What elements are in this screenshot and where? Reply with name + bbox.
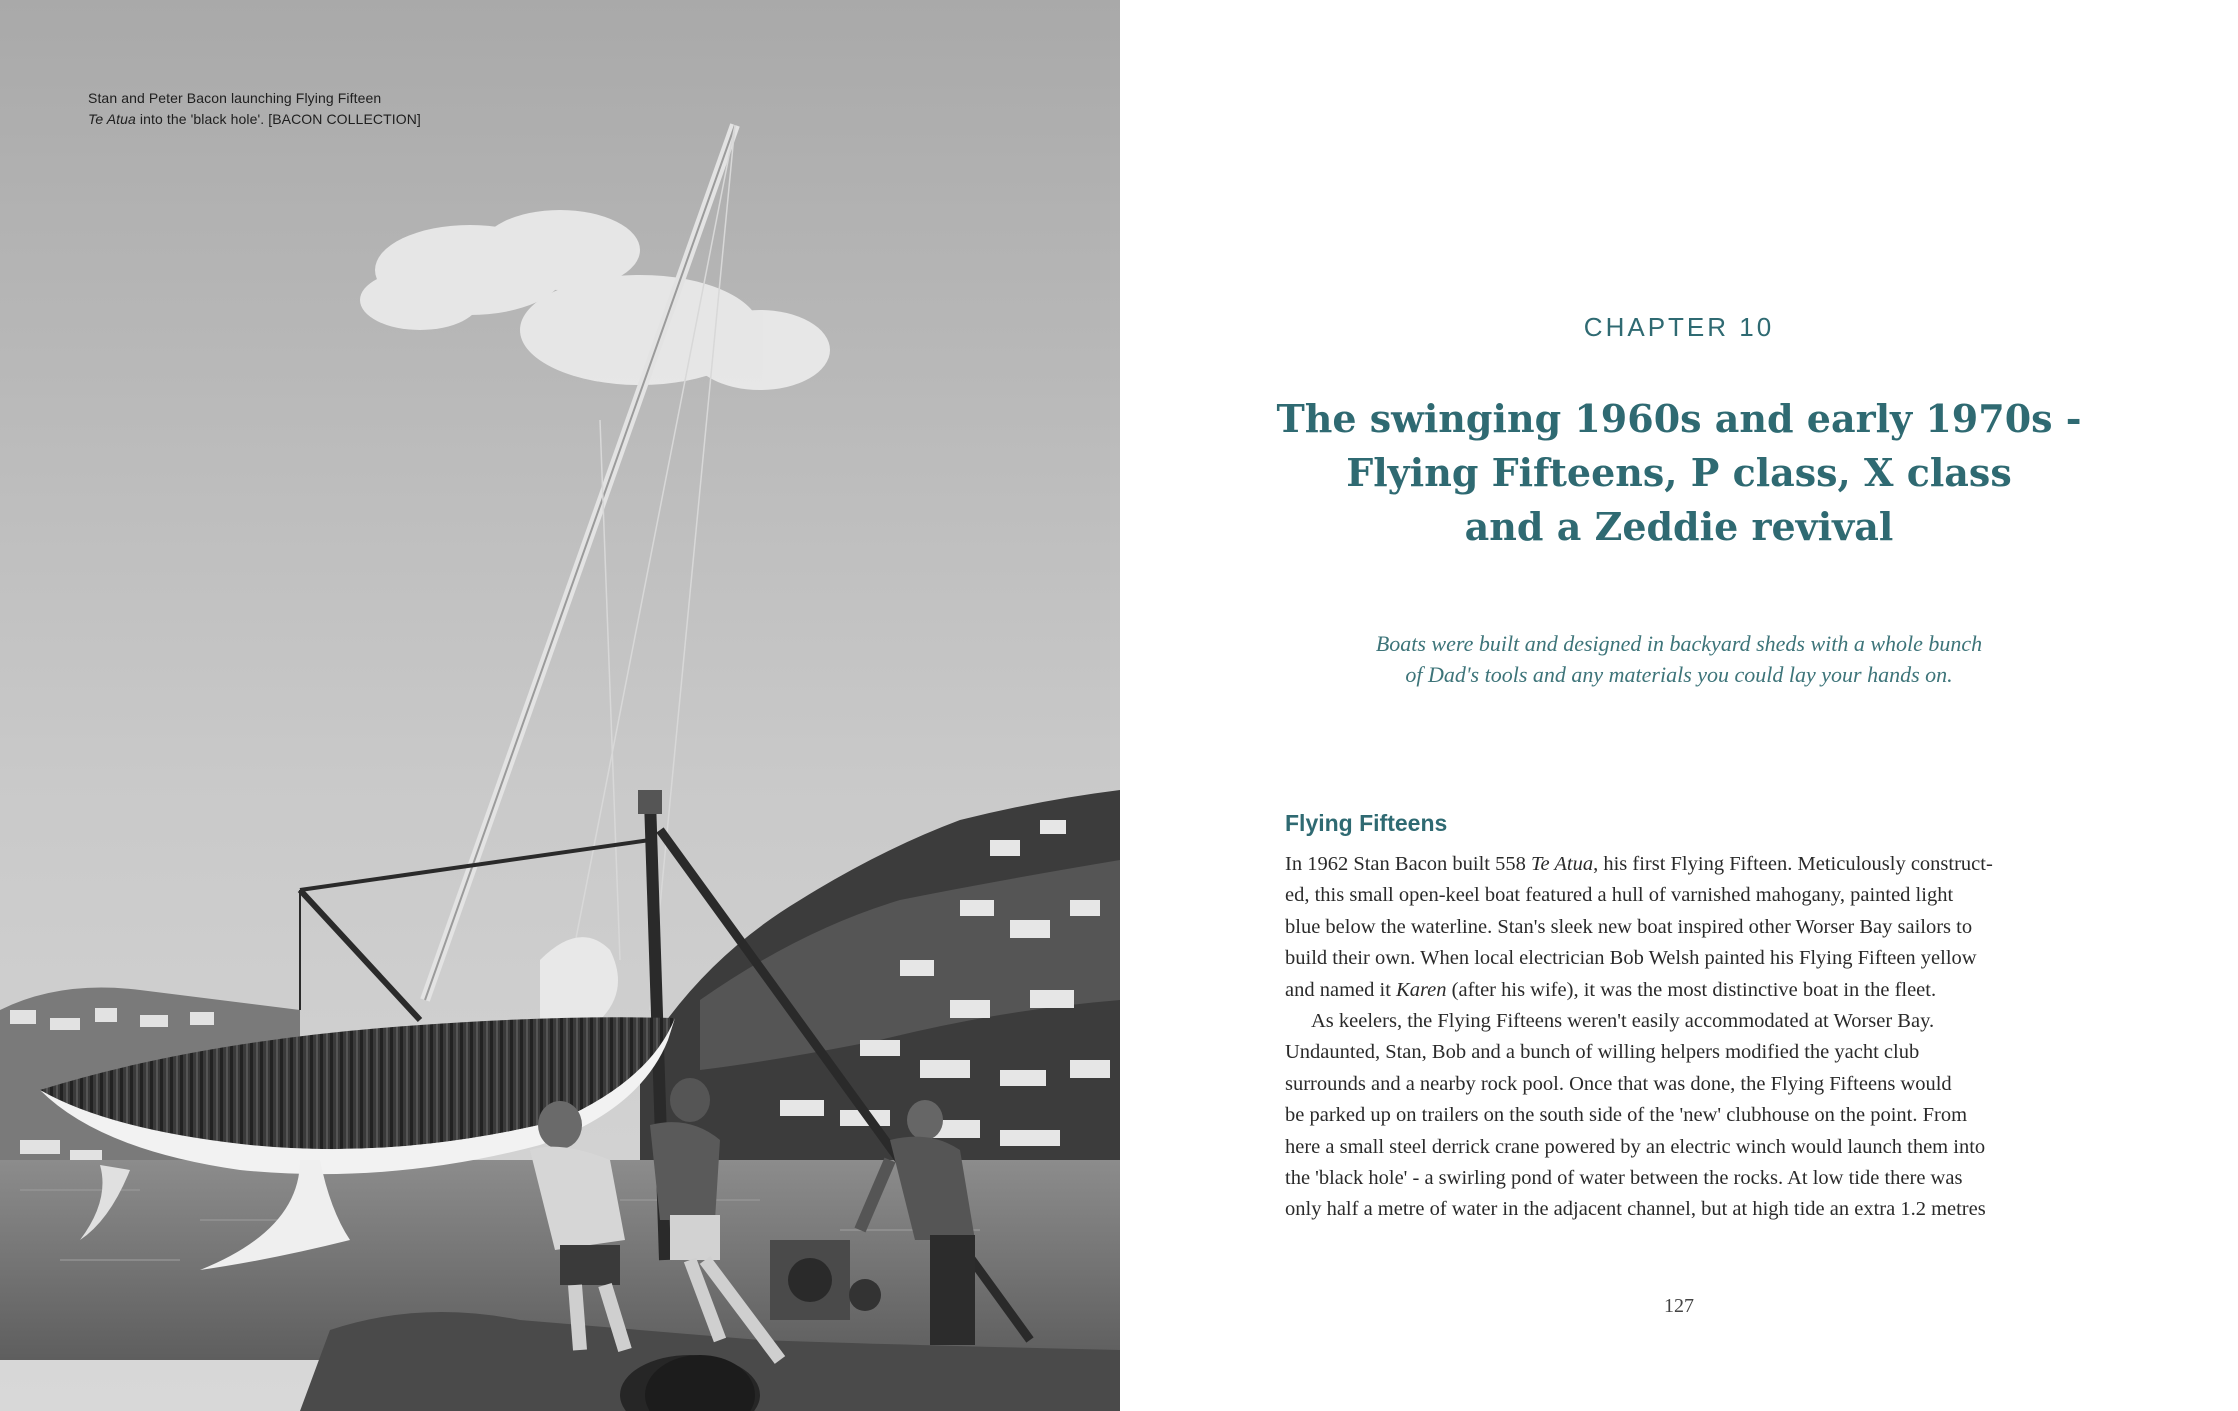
body-line <box>1285 975 2230 1006</box>
body-text-fragment: and named it <box>1285 978 1397 1001</box>
body-text-fragment: In 1962 Stan Bacon built 558 <box>1285 853 1531 875</box>
boat-name: Karen <box>1396 978 1447 1001</box>
body-text <box>1285 849 2230 1226</box>
chapter-title <box>1270 392 2088 554</box>
body-text-fragment: (after his wife), it was the most distinctive boat in the fleet. <box>1446 978 1937 1001</box>
caption-line-2 <box>88 109 588 130</box>
body-line: ed, this small open-keel boat featured a hull of varnished mahogany, painted light <box>1285 884 1954 907</box>
body-line: Undaunted, Stan, Bob and a bunch of willing helpers modified the yacht club <box>1285 1041 1920 1064</box>
caption-credit: into the 'black hole'. [BACON COLLECTION] <box>135 111 421 127</box>
chapter-title-line: The swinging 1960s and early 1970s - <box>1276 396 2082 441</box>
body-line: build their own. When local electrician Bob Welsh painted his Flying Fifteen yellow <box>1285 947 1977 970</box>
body-line: the 'black hole' - a swirling pond of water between the rocks. At low tide there was <box>1285 1167 1963 1190</box>
body-line: As keelers, the Flying Fifteens weren't easily accommodated at Worser Bay. <box>1311 1010 1935 1033</box>
body-line: be parked up on trailers on the south side of the 'new' clubhouse on the point. From <box>1285 1104 1968 1127</box>
body-line: surrounds and a nearby rock pool. Once that was done, the Flying Fifteens would <box>1285 1072 1952 1095</box>
caption-line-1: Stan and Peter Bacon launching Flying Fifteen <box>88 90 382 106</box>
photo-caption <box>88 88 588 130</box>
boat-name: Te Atua <box>1530 853 1594 875</box>
body-line: here a small steel derrick crane powered by an electric winch would launch them into <box>1285 1135 1986 1158</box>
page-number: 127 <box>1664 1295 1694 1317</box>
epigraph-line: of Dad's tools and any materials you could lay your hands on. <box>1405 662 1953 687</box>
chapter-label: CHAPTER 10 <box>1583 312 1775 342</box>
body-line: blue below the waterline. Stan's sleek new boat inspired other Worser Bay sailors to <box>1285 915 1973 938</box>
chapter-title-line: and a Zeddie revival <box>1464 504 1894 549</box>
text-page <box>1120 0 2238 1411</box>
section-heading: Flying Fifteens <box>1285 810 1448 836</box>
body-line <box>1285 849 2230 880</box>
chapter-title-line: Flying Fifteens, P class, X class <box>1346 450 2012 495</box>
body-line: only half a metre of water in the adjacent channel, but at high tide an extra 1.2 metres <box>1285 1198 1986 1221</box>
epigraph <box>1270 628 2088 690</box>
caption-boat-name: Te Atua <box>88 111 136 127</box>
body-text-fragment: , his first Flying Fifteen. Meticulously construct- <box>1593 853 1993 875</box>
epigraph-line: Boats were built and designed in backyard sheds with a whole bunch <box>1375 631 1983 656</box>
